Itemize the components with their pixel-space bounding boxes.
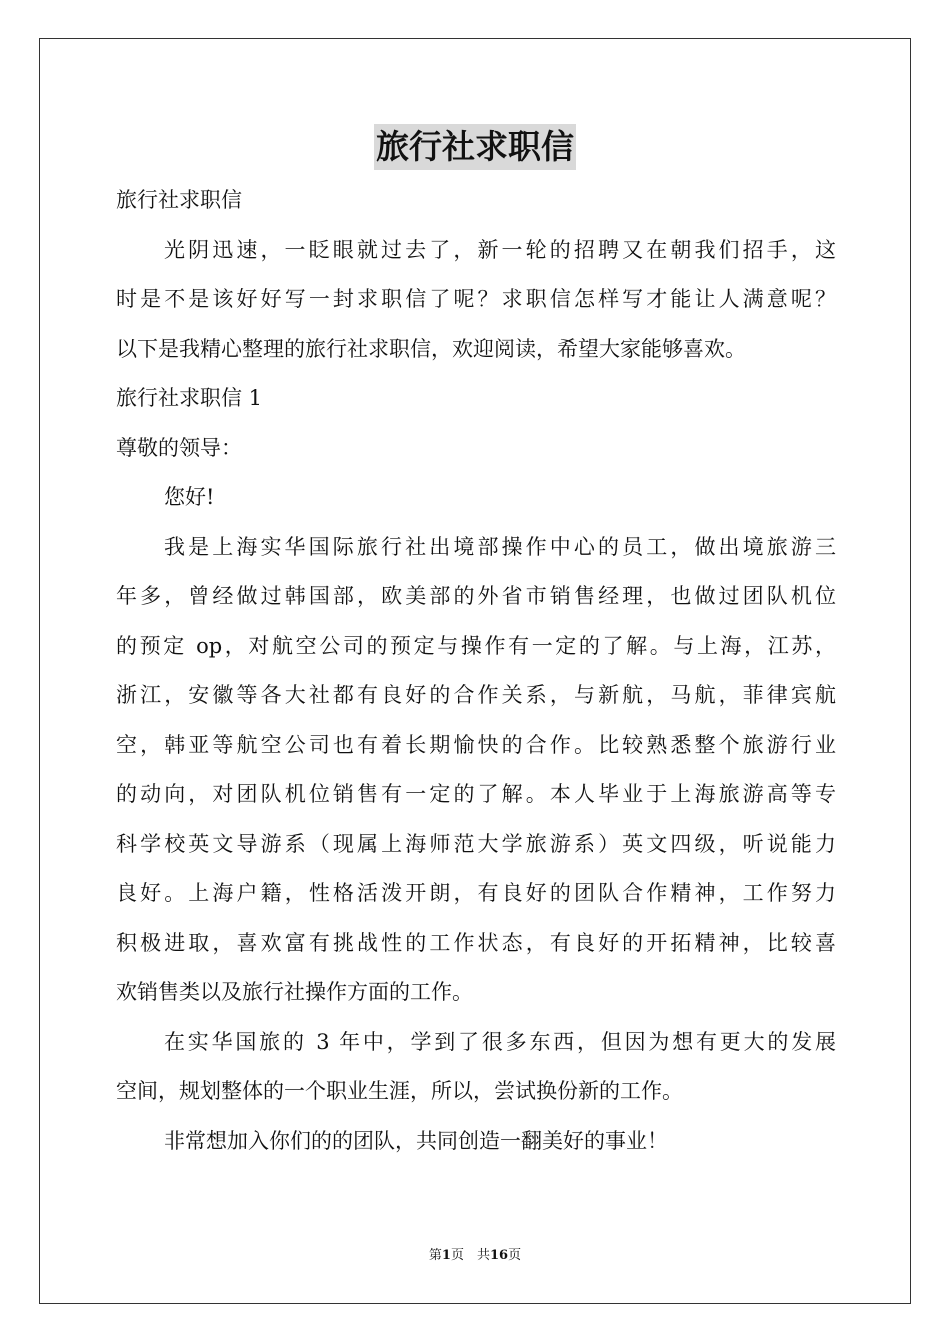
footer-page-suffix: 页 bbox=[508, 1248, 522, 1263]
paragraph-line: 科学校英文导游系（现属上海师范大学旅游系）英文四级，听说能力 bbox=[116, 831, 836, 856]
paragraph-line: 年多，曾经做过韩国部，欧美部的外省市销售经理，也做过团队机位 bbox=[116, 584, 836, 608]
paragraph-line: 空间，规划整体的一个职业生涯，所以，尝试换份新的工作。 bbox=[116, 1079, 683, 1103]
paragraph-line: 浙江，安徽等各大社都有良好的合作关系，与新航，马航，菲律宾航 bbox=[116, 683, 836, 707]
section-heading: 旅行社求职信 1 bbox=[116, 386, 263, 410]
footer-total-pages: 16 bbox=[489, 1248, 509, 1263]
subtitle-line: 旅行社求职信 bbox=[116, 188, 242, 212]
page-footer bbox=[0, 1247, 950, 1265]
paragraph-line: 时是不是该好好写一封求职信了呢？求职信怎样写才能让人满意呢？ bbox=[116, 287, 836, 311]
salutation: 尊敬的领导： bbox=[116, 435, 242, 460]
paragraph-line: 光阴迅速，一眨眼就过去了，新一轮的招聘又在朝我们招手，这 bbox=[164, 237, 836, 262]
paragraph-line: 的动向，对团队机位销售有一定的了解。本人毕业于上海旅游高等专 bbox=[116, 782, 836, 806]
paragraph-line: 的预定 op，对航空公司的预定与操作有一定的了解。与上海，江苏， bbox=[116, 633, 836, 658]
document-body bbox=[116, 176, 836, 1166]
footer-page-mid: 页 共 bbox=[450, 1248, 490, 1263]
paragraph-line: 空，韩亚等航空公司也有着长期愉快的合作。比较熟悉整个旅游行业 bbox=[116, 732, 836, 757]
paragraph-line: 非常想加入你们的的团队，共同创造一翻美好的事业！ bbox=[164, 1128, 668, 1153]
greeting: 您好! bbox=[164, 485, 215, 509]
title-container bbox=[0, 124, 950, 170]
paragraph-line: 我是上海实华国际旅行社出境部操作中心的员工，做出境旅游三 bbox=[164, 534, 836, 559]
paragraph-line: 积极进取，喜欢富有挑战性的工作状态，有良好的开拓精神，比较喜 bbox=[116, 930, 836, 955]
paragraph-line: 在实华国旅的 3 年中，学到了很多东西，但因为想有更大的发展 bbox=[164, 1029, 836, 1054]
paragraph-line: 良好。上海户籍，性格活泼开朗，有良好的团队合作精神，工作努力 bbox=[116, 881, 836, 905]
paragraph-line: 以下是我精心整理的旅行社求职信，欢迎阅读，希望大家能够喜欢。 bbox=[116, 336, 746, 361]
paragraph-line: 欢销售类以及旅行社操作方面的工作。 bbox=[116, 980, 473, 1004]
footer-current-page: 1 bbox=[441, 1248, 451, 1263]
document-title: 旅行社求职信 bbox=[374, 124, 576, 170]
footer-page-prefix: 第 bbox=[428, 1248, 442, 1263]
